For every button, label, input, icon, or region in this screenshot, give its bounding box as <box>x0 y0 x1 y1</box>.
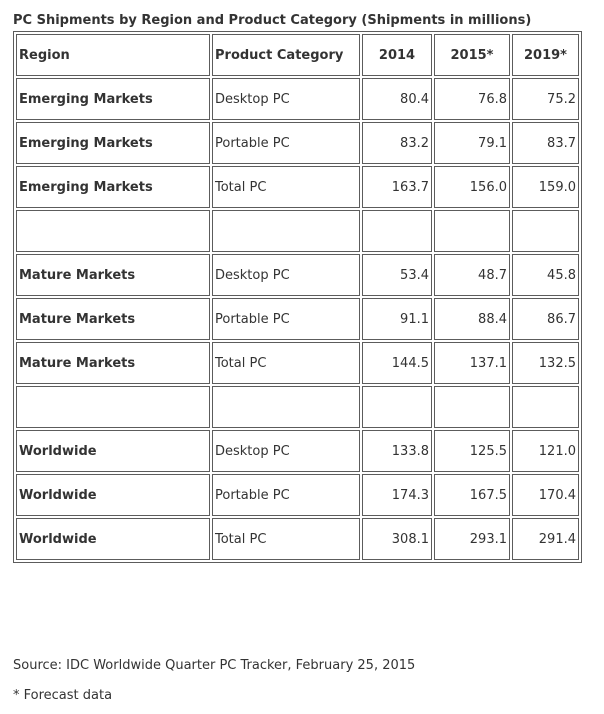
cell-2019 <box>512 386 579 428</box>
cell-2015: 293.1 <box>434 518 510 560</box>
header-product-category: Product Category <box>212 34 360 76</box>
cell-region: Mature Markets <box>16 254 210 296</box>
page-title: PC Shipments by Region and Product Category (Shipments in millions) <box>13 13 532 28</box>
cell-product-category: Desktop PC <box>212 430 360 472</box>
cell-region: Emerging Markets <box>16 122 210 164</box>
cell-2019: 75.2 <box>512 78 579 120</box>
shipments-table <box>13 31 582 563</box>
cell-region: Emerging Markets <box>16 166 210 208</box>
cell-product-category: Portable PC <box>212 298 360 340</box>
table-row <box>16 254 579 296</box>
table-row <box>16 342 579 384</box>
cell-2014: 83.2 <box>362 122 432 164</box>
cell-2014 <box>362 386 432 428</box>
cell-2015: 88.4 <box>434 298 510 340</box>
header-2015: 2015* <box>434 34 510 76</box>
cell-2015 <box>434 210 510 252</box>
cell-2019: 170.4 <box>512 474 579 516</box>
cell-2014: 174.3 <box>362 474 432 516</box>
table-row <box>16 518 579 560</box>
cell-2014: 144.5 <box>362 342 432 384</box>
cell-region <box>16 210 210 252</box>
cell-product-category <box>212 210 360 252</box>
cell-2015 <box>434 386 510 428</box>
cell-2014: 91.1 <box>362 298 432 340</box>
cell-2015: 167.5 <box>434 474 510 516</box>
cell-2015: 76.8 <box>434 78 510 120</box>
cell-2019: 83.7 <box>512 122 579 164</box>
cell-region: Worldwide <box>16 474 210 516</box>
cell-2015: 79.1 <box>434 122 510 164</box>
cell-2015: 48.7 <box>434 254 510 296</box>
table-row <box>16 122 579 164</box>
cell-2019: 132.5 <box>512 342 579 384</box>
table-row <box>16 474 579 516</box>
table-row <box>16 430 579 472</box>
cell-2019: 121.0 <box>512 430 579 472</box>
cell-product-category: Portable PC <box>212 474 360 516</box>
cell-region: Emerging Markets <box>16 78 210 120</box>
forecast-footnote: * Forecast data <box>13 688 113 703</box>
source-note: Source: IDC Worldwide Quarter PC Tracker, February 25, 2015 <box>13 658 416 673</box>
cell-2014: 308.1 <box>362 518 432 560</box>
cell-product-category: Total PC <box>212 342 360 384</box>
table-row <box>16 78 579 120</box>
cell-2015: 125.5 <box>434 430 510 472</box>
table-row <box>16 166 579 208</box>
cell-2015: 156.0 <box>434 166 510 208</box>
table-header-row <box>16 34 579 76</box>
header-2014: 2014 <box>362 34 432 76</box>
cell-product-category: Total PC <box>212 518 360 560</box>
cell-region: Worldwide <box>16 518 210 560</box>
cell-product-category: Desktop PC <box>212 254 360 296</box>
header-2019: 2019* <box>512 34 579 76</box>
cell-2015: 137.1 <box>434 342 510 384</box>
cell-2019: 86.7 <box>512 298 579 340</box>
shipments-table-container <box>13 31 582 563</box>
cell-2019: 159.0 <box>512 166 579 208</box>
cell-2014: 163.7 <box>362 166 432 208</box>
cell-2014: 80.4 <box>362 78 432 120</box>
cell-product-category: Desktop PC <box>212 78 360 120</box>
table-row-spacer <box>16 210 579 252</box>
table-row <box>16 298 579 340</box>
cell-region: Mature Markets <box>16 342 210 384</box>
cell-product-category: Total PC <box>212 166 360 208</box>
cell-2014: 53.4 <box>362 254 432 296</box>
cell-product-category: Portable PC <box>212 122 360 164</box>
table-row-spacer <box>16 386 579 428</box>
cell-region <box>16 386 210 428</box>
cell-region: Mature Markets <box>16 298 210 340</box>
cell-2014: 133.8 <box>362 430 432 472</box>
cell-2019: 291.4 <box>512 518 579 560</box>
header-region: Region <box>16 34 210 76</box>
cell-region: Worldwide <box>16 430 210 472</box>
cell-2019: 45.8 <box>512 254 579 296</box>
cell-2019 <box>512 210 579 252</box>
cell-2014 <box>362 210 432 252</box>
cell-product-category <box>212 386 360 428</box>
